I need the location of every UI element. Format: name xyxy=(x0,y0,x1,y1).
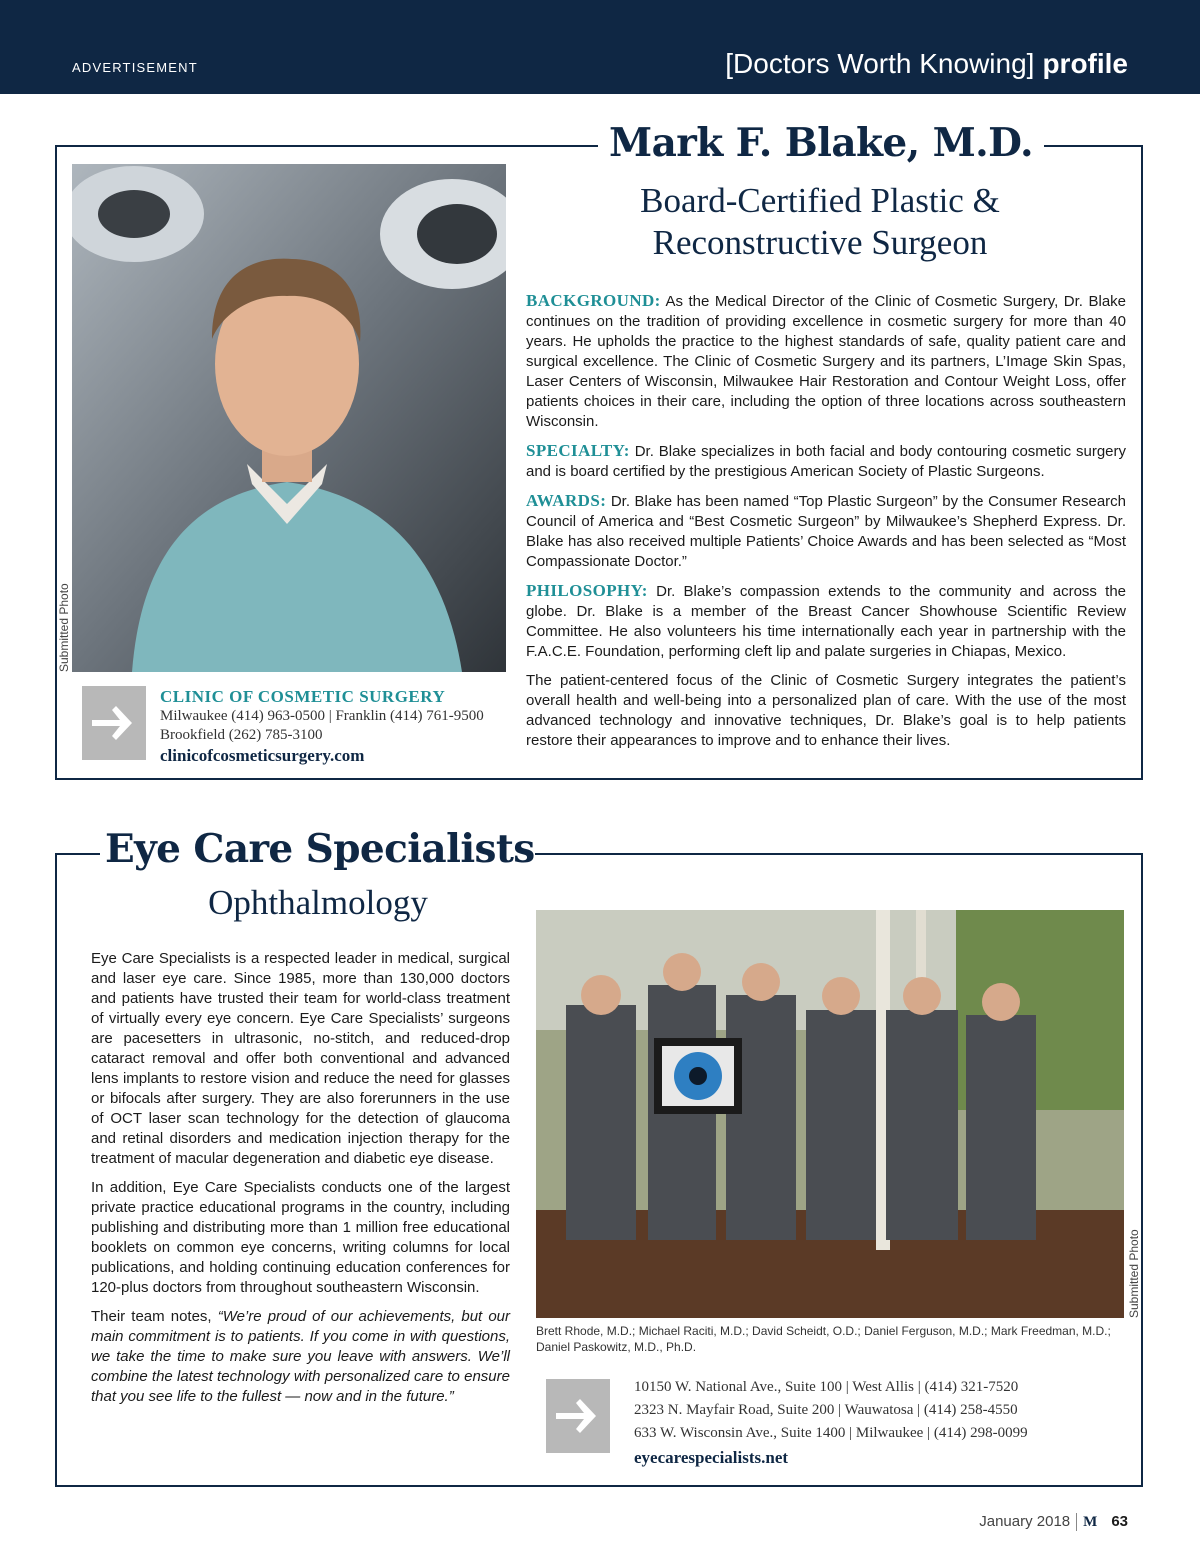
arrow-right-icon xyxy=(546,1379,610,1453)
profile2-name: Eye Care Specialists xyxy=(105,826,535,872)
header-bar xyxy=(0,0,1200,94)
profile2-para1: Eye Care Specialists is a respected leader in medical, surgical and laser eye care. Since 1985, more than 130,000 doctors and patients have trusted their team for world-class treatment of virtually every eye concern. Eye Care Specialists’ surgeons are pacesetters in ultrasonic, no-stitch, and reduced-drop cataract removal and offer both conventional and advanced lens implants to restore vision and reduce the need for glasses or bifocals after surgery. They are also forerunners in the use of OCT laser scan technology for the detection of glaucoma and retinal disorders and medication injection therapy for the treatment of macular degeneration and diabetic eye disease. xyxy=(91,950,510,1167)
profile1-name: Mark F. Blake, M.D. xyxy=(609,120,1033,166)
office-milwaukee: 633 W. Wisconsin Ave., Suite 1400 | Milwaukee | (414) 298-0099 xyxy=(634,1425,1028,1441)
profile1-philosophy xyxy=(526,581,1126,662)
profile2-para2: In addition, Eye Care Specialists conducts one of the largest private practice educational programs in the country, including publishing and distributing more than 1 million free educational booklets on common eye concerns, writing columns for local publications, and holding continuing education conferences for 120-plus doctors from throughout southeastern Wisconsin. xyxy=(91,1179,510,1296)
para3-quote: “We’re proud of our achievements, but our main commitment is to patients. If you come in with questions, we take the time to make sure you leave with answers. We’ll combine the latest technology with personalized care to ensure that you see life to the fullest — now and in the future.” xyxy=(91,1308,511,1405)
arrow-right-icon xyxy=(82,686,146,760)
profile-label: profile xyxy=(1042,48,1128,79)
profile1-subtitle-line1: Board-Certified Plastic & xyxy=(640,181,1000,220)
profile2-body xyxy=(91,949,510,1416)
team-group-photo xyxy=(536,910,1124,1318)
philosophy-heading: PHILOSOPHY: xyxy=(526,581,648,600)
awards-heading: AWARDS: xyxy=(526,491,607,510)
office-west-allis: 10150 W. National Ave., Suite 100 | West Allis | (414) 321-7520 xyxy=(634,1379,1019,1395)
philosophy-text: Dr. Blake’s compassion extends to the community and across the globe. Dr. Blake is a member of the Breast Cancer Showhouse Scientific Review Committee. He also volunteers his time internationally each year in partnership with the F.A.C.E. Foundation, performing cleft lip and palate surgeries in Chiapas, Mexico. xyxy=(526,583,1126,660)
doctor-portrait-photo xyxy=(72,164,506,672)
profile1-specialty xyxy=(526,441,1126,482)
office-wauwatosa: 2323 N. Mayfair Road, Suite 200 | Wauwatosa | (414) 258-4550 xyxy=(634,1402,1018,1418)
footer-divider xyxy=(1076,1513,1077,1531)
awards-text: Dr. Blake has been named “Top Plastic Surgeon” by the Consumer Research Council of America and “Best Cosmetic Surgeon” by Milwaukee’s Shepherd Express. Dr. Blake has also received multiple Patients’ Choice Awards and has been selected as “Most Compassionate Doctor.” xyxy=(526,493,1126,570)
profile2-photo-credit: Submitted Photo xyxy=(1127,1229,1141,1318)
advertisement-label: ADVERTISEMENT xyxy=(72,60,198,75)
magazine-logo: M xyxy=(1083,1514,1098,1530)
profile2-frame-top-left xyxy=(55,853,100,855)
profile2-frame-top-right xyxy=(535,853,1143,855)
bracket-open: [ xyxy=(725,48,734,79)
specialty-heading: SPECIALTY: xyxy=(526,441,630,460)
profile2-subtitle: Ophthalmology xyxy=(208,883,428,922)
clinic-website-link[interactable]: clinicofcosmeticsurgery.com xyxy=(160,746,365,765)
bracket-close: ] xyxy=(1026,48,1035,79)
issue-date: January 2018 xyxy=(979,1513,1071,1530)
page-number: 63 xyxy=(1111,1513,1128,1530)
profile1-body xyxy=(526,291,1126,760)
section-title xyxy=(725,48,1128,80)
series-name: Doctors Worth Knowing xyxy=(733,48,1027,79)
profile2-para3 xyxy=(91,1307,510,1407)
profile1-awards xyxy=(526,491,1126,572)
team-photo-caption: Brett Rhode, M.D.; Michael Raciti, M.D.; David Scheidt, O.D.; Daniel Ferguson, M.D.; Mark Freedman, M.D.; Daniel Paskowitz, M.D., Ph.D. xyxy=(536,1324,1111,1354)
profile1-frame-top-right xyxy=(1044,145,1143,147)
clinic-name: CLINIC OF COSMETIC SURGERY xyxy=(160,687,446,706)
profile1-photo-credit: Submitted Photo xyxy=(57,583,71,672)
profile1-background xyxy=(526,291,1126,432)
page-footer xyxy=(979,1513,1128,1531)
profile1-closing: The patient-centered focus of the Clinic of Cosmetic Surgery integrates the patient’s overall health and well-being into a personalized plan of care. With the use of the most advanced technology and innovative techniques, Dr. Blake’s goal is to help patients restore their appearances to improve and to enhance their lives. xyxy=(526,672,1126,749)
profile1-contact xyxy=(160,687,484,767)
specialty-text: Dr. Blake specializes in both facial and body contouring cosmetic surgery and is board certified by the prestigious American Society of Plastic Surgeons. xyxy=(526,443,1126,480)
profile2-contact xyxy=(634,1376,1028,1471)
clinic-phones-line1: Milwaukee (414) 963-0500 | Franklin (414) 761-9500 xyxy=(160,708,484,724)
background-heading: BACKGROUND: xyxy=(526,291,661,310)
clinic-phones-line2: Brookfield (262) 785-3100 xyxy=(160,727,323,743)
profile1-frame-top-left xyxy=(55,145,598,147)
eyecare-website-link[interactable]: eyecarespecialists.net xyxy=(634,1448,789,1467)
para3-lead: Their team notes, xyxy=(91,1308,218,1325)
background-text: As the Medical Director of the Clinic of Cosmetic Surgery, Dr. Blake continues on the tradition of providing excellence in cosmetic surgery for more than 40 years. He upholds the practice to the highest standards of safe, quality patient care and surgical excellence. The Clinic of Cosmetic Surgery and its partners, L’Image Skin Spas, Laser Centers of Wisconsin, Milwaukee Hair Restoration and Contour Weight Loss, offer patients choices in their care, including the option of three locations across southeastern Wisconsin. xyxy=(526,293,1127,430)
profile1-subtitle-line2: Reconstructive Surgeon xyxy=(652,223,988,262)
